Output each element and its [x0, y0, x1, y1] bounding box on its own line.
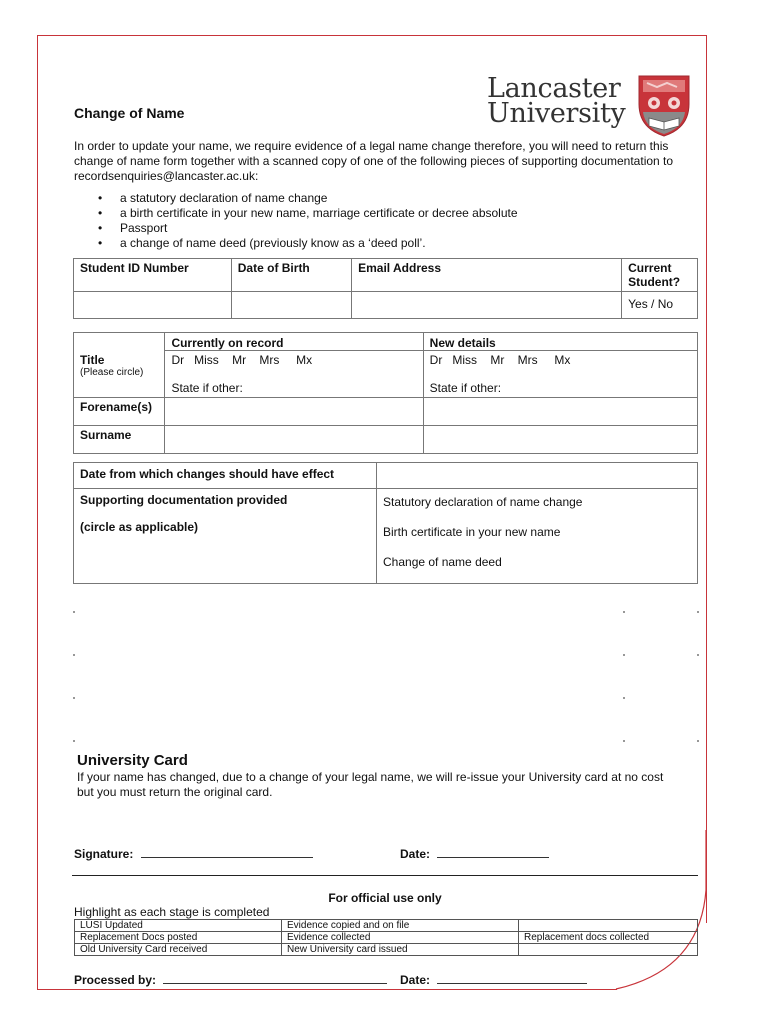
stage-lusi-updated[interactable]: LUSI Updated: [75, 920, 282, 932]
evidence-list: [74, 191, 698, 251]
official-note: Highlight as each stage is completed: [74, 905, 270, 919]
effective-date-label: Date from which changes should have effect: [74, 463, 377, 489]
stage-replacement-posted[interactable]: Replacement Docs posted: [75, 932, 282, 944]
faint-dot: [73, 611, 75, 613]
university-card-heading: University Card: [77, 752, 188, 769]
dob-header: Date of Birth: [231, 259, 351, 292]
page-frame-left: [37, 35, 38, 989]
logo-line-1: Lancaster: [487, 73, 621, 104]
stage-new-card-issued[interactable]: New University card issued: [282, 944, 519, 956]
faint-dot: [623, 654, 625, 656]
doc-option-name-deed[interactable]: Change of name deed: [383, 555, 502, 569]
stage-empty[interactable]: [519, 920, 698, 932]
current-record-header: Currently on record: [165, 333, 423, 351]
signature-date-row: [400, 846, 549, 861]
official-heading: For official use only: [328, 891, 442, 905]
stage-old-card-received[interactable]: Old University Card received: [75, 944, 282, 956]
signature-line[interactable]: [141, 846, 313, 858]
state-other-label: State if other:: [171, 381, 243, 395]
processed-row: [74, 972, 387, 987]
stage-evidence-copied[interactable]: Evidence copied and on file: [282, 920, 519, 932]
faint-dot: [73, 654, 75, 656]
list-item: • a statutory declaration of name change: [74, 191, 698, 206]
faint-dot: [697, 654, 699, 656]
faint-dot: [697, 611, 699, 613]
current-student-header: Current Student?: [622, 259, 698, 292]
title-label-cell: [74, 351, 165, 398]
current-forenames-field[interactable]: [165, 398, 423, 426]
processed-label: Processed by:: [74, 973, 157, 987]
new-surname-field[interactable]: [423, 426, 697, 454]
intro-paragraph: In order to update your name, we require evidence of a legal name change therefore, you will need to return this change of name form together with a scanned copy of one of the following pieces of supporting documentation to recordsenquiries@lancaster.ac.uk:: [74, 139, 674, 183]
signature-date-label: Date:: [400, 847, 431, 861]
supporting-docs-label: Supporting documentation provided: [80, 493, 288, 507]
email-field[interactable]: [352, 292, 622, 319]
processed-date-row: [400, 972, 587, 987]
processed-date-line[interactable]: [437, 972, 587, 984]
name-details-table: [73, 332, 698, 454]
signature-row: [74, 846, 313, 861]
current-student-field[interactable]: Yes / No: [622, 292, 698, 319]
faint-dot: [623, 740, 625, 742]
faint-dot: [73, 740, 75, 742]
supporting-docs-label-cell: [74, 489, 377, 584]
new-details-header: New details: [423, 333, 697, 351]
circle-applicable-label: (circle as applicable): [80, 520, 199, 534]
student-details-table: [73, 258, 698, 319]
logo-line-2: University: [487, 98, 626, 129]
current-title-field[interactable]: [165, 351, 423, 398]
faint-dot: [623, 611, 625, 613]
processed-date-label: Date:: [400, 973, 431, 987]
forenames-label: Forename(s): [74, 398, 165, 426]
signature-label: Signature:: [74, 847, 134, 861]
stage-empty[interactable]: [519, 944, 698, 956]
list-item: • Passport: [74, 221, 698, 236]
title-options: Dr Miss Mr Mrs Mx: [429, 353, 571, 367]
student-id-field[interactable]: [74, 292, 232, 319]
page-frame-top: [37, 35, 707, 36]
faint-dot: [697, 740, 699, 742]
page-title: Change of Name: [74, 105, 185, 121]
doc-option-statutory[interactable]: Statutory declaration of name change: [383, 495, 583, 509]
page-frame-bottom: [37, 989, 617, 990]
official-stage-table: [74, 919, 698, 956]
list-item: • a change of name deed (previously know as a ‘deed poll’.: [74, 236, 698, 251]
student-id-header: Student ID Number: [74, 259, 232, 292]
title-label: Title: [80, 352, 105, 367]
state-other-label: State if other:: [429, 381, 502, 395]
email-header: Email Address: [352, 259, 622, 292]
doc-option-birth-certificate[interactable]: Birth certificate in your new name: [383, 525, 561, 539]
university-card-text: If your name has changed, due to a change of your legal name, we will re-issue your University card at no cost but you must return the original card.: [77, 770, 664, 799]
new-title-field[interactable]: [423, 351, 697, 398]
stage-replacement-collected[interactable]: Replacement docs collected: [519, 932, 698, 944]
university-logo: [487, 73, 626, 129]
list-item: • a birth certificate in your new name, marriage certificate or decree absolute: [74, 206, 698, 221]
processed-line[interactable]: [163, 972, 387, 984]
signature-date-line[interactable]: [437, 846, 549, 858]
new-forenames-field[interactable]: [423, 398, 697, 426]
stage-evidence-collected[interactable]: Evidence collected: [282, 932, 519, 944]
effective-date-field[interactable]: [377, 463, 698, 489]
official-divider: [72, 875, 698, 876]
current-surname-field[interactable]: [165, 426, 423, 454]
title-options: Dr Miss Mr Mrs Mx: [171, 353, 313, 367]
faint-dot: [623, 697, 625, 699]
dob-field[interactable]: [231, 292, 351, 319]
supporting-docs-options: [377, 489, 698, 584]
page-frame-right: [706, 35, 707, 923]
title-hint: (Please circle): [80, 366, 144, 378]
effective-date-table: [73, 462, 698, 584]
university-crest-icon: [637, 74, 691, 138]
page-frame-corner-curve: [580, 830, 707, 990]
surname-label: Surname: [74, 426, 165, 454]
faint-dot: [73, 697, 75, 699]
